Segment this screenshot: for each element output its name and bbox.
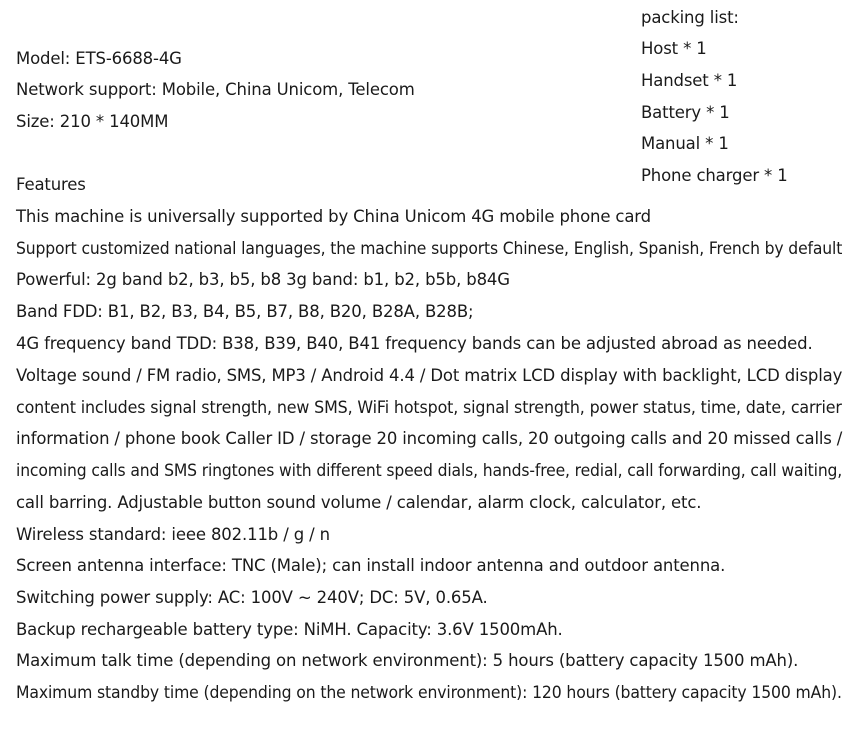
feature-line: content includes signal strength, new SMS, WiFi hotspot, signal strength, power status, time, date, carrier <box>16 398 842 417</box>
feature-line: information / phone book Caller ID / storage 20 incoming calls, 20 outgoing calls and 20 missed calls / <box>16 429 843 448</box>
network-line: Network support: Mobile, China Unicom, Telecom <box>16 80 415 99</box>
feature-line: Screen antenna interface: TNC (Male); can install indoor antenna and outdoor antenna. <box>16 556 726 575</box>
feature-line: Voltage sound / FM radio, SMS, MP3 / Android 4.4 / Dot matrix LCD display with backlight, LCD display <box>16 366 843 385</box>
feature-line: Powerful: 2g band b2, b3, b5, b8 3g band: b1, b2, b5b, b84G <box>16 270 510 289</box>
packing-list-item: Manual * 1 <box>641 134 729 153</box>
model-line: Model: ETS-6688-4G <box>16 49 182 68</box>
features-heading: Features <box>16 175 86 194</box>
feature-line: Band FDD: B1, B2, B3, B4, B5, B7, B8, B20, B28A, B28B; <box>16 302 474 321</box>
feature-line: Maximum standby time (depending on the network environment): 120 hours (battery capacity 1500 mAh). <box>16 683 842 702</box>
feature-line: call barring. Adjustable button sound volume / calendar, alarm clock, calculator, etc. <box>16 493 702 512</box>
feature-line: incoming calls and SMS ringtones with different speed dials, hands-free, redial, call forwarding, call waiting, <box>16 461 843 480</box>
feature-line: Wireless standard: ieee 802.11b / g / n <box>16 525 330 544</box>
packing-list-item: Battery * 1 <box>641 103 730 122</box>
packing-list-item: Host * 1 <box>641 39 707 58</box>
feature-line: Switching power supply: AC: 100V ~ 240V; DC: 5V, 0.65A. <box>16 588 488 607</box>
packing-list-item: Handset * 1 <box>641 71 738 90</box>
size-line: Size: 210 * 140MM <box>16 112 169 131</box>
feature-line: This machine is universally supported by China Unicom 4G mobile phone card <box>16 207 651 226</box>
feature-line: 4G frequency band TDD: B38, B39, B40, B41 frequency bands can be adjusted abroad as needed. <box>16 334 813 353</box>
feature-line: Backup rechargeable battery type: NiMH. Capacity: 3.6V 1500mAh. <box>16 620 563 639</box>
packing-list-title: packing list: <box>641 8 739 27</box>
feature-line: Maximum talk time (depending on network environment): 5 hours (battery capacity 1500 mAh). <box>16 651 799 670</box>
feature-line: Support customized national languages, the machine supports Chinese, English, Spanish, French by default <box>16 239 843 258</box>
packing-list-item: Phone charger * 1 <box>641 166 788 185</box>
